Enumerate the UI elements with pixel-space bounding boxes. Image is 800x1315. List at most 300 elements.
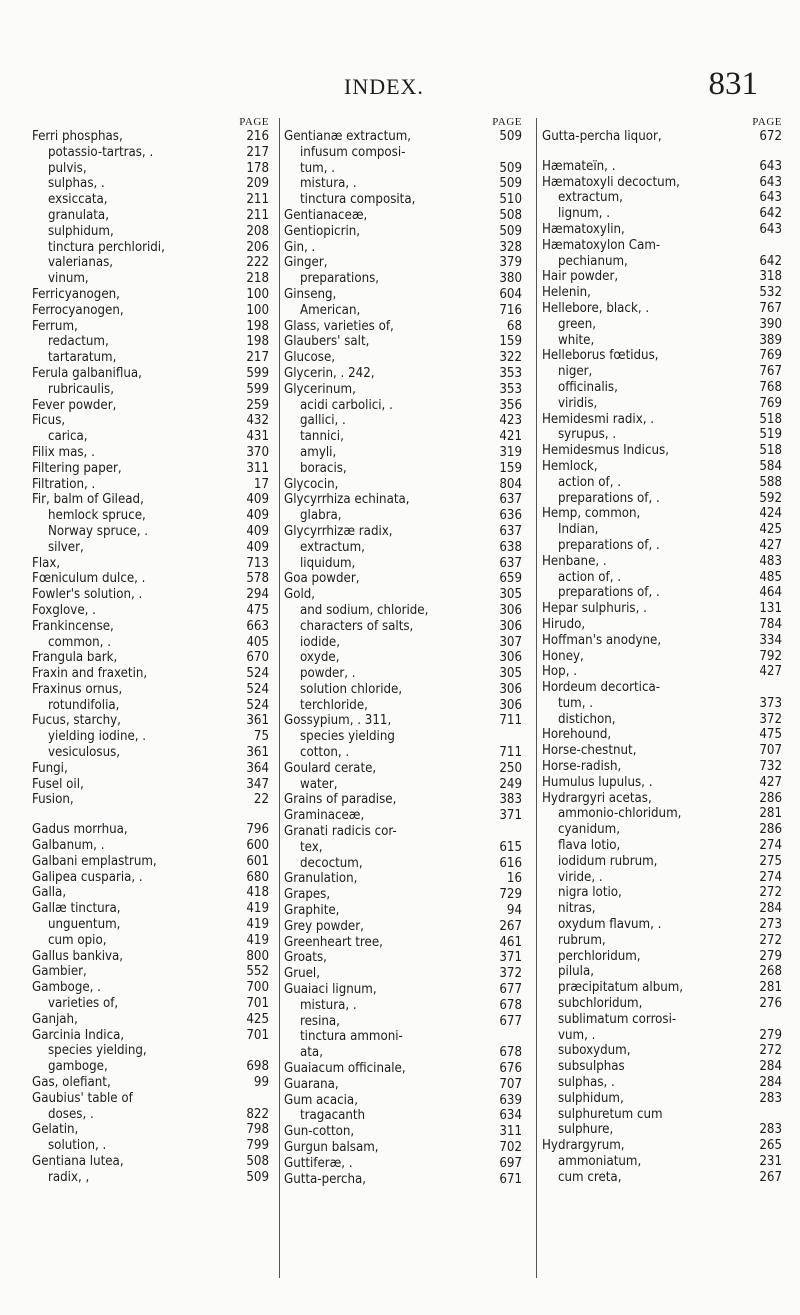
entry-page: 663 [246,618,269,634]
entry-page: 804 [499,476,522,492]
entry-page: 678 [499,1045,522,1061]
index-entry [32,287,269,303]
index-entry [542,854,782,870]
entry-term: Fraxinus ornus, [32,681,123,697]
index-entry [284,587,522,603]
index-entry [284,540,522,556]
entry-term: Fir, balm of Gilead, [32,492,144,508]
entry-page: 409 [246,523,269,539]
entry-term: Hirudo, [542,616,586,632]
entry-page: 272 [759,1043,782,1059]
index-entry [32,524,269,540]
entry-term: Fœniculum dulce, . [32,571,146,587]
entry-page: 592 [759,490,782,506]
entry-page: 379 [499,255,522,271]
page-column-header: PAGE [752,116,782,128]
entry-term: Hæmatoxyli decoctum, [542,174,680,190]
entry-term: green, [558,316,597,332]
entry-term: Galipea cusparia, . [32,869,143,885]
index-entry [284,713,522,729]
entry-term: officinalis, [558,379,618,395]
index-entry [542,206,782,222]
entry-page: 475 [246,602,269,618]
entry-page: 508 [499,207,522,223]
index-entry [284,729,522,745]
entry-page: 822 [246,1106,269,1122]
entry-term: gallici, . [300,413,346,429]
entry-page: 509 [499,129,522,144]
entry-page: 259 [246,397,269,413]
entry-term: subchloridum, [558,996,643,1012]
index-entry [284,334,522,350]
entry-page: 216 [246,129,269,144]
index-entry [542,1028,782,1044]
entry-term: nigra lotio, [558,885,622,901]
entry-term: Gutta-percha liquor, [542,129,662,144]
index-entry [32,745,269,761]
entry-term: Gun-cotton, [284,1124,355,1140]
index-entry [32,477,269,493]
entry-page: 100 [246,286,269,302]
entry-term: vinum, [48,271,89,287]
index-entry [542,348,782,364]
index-entry [542,775,782,791]
entry-page: 707 [759,743,782,759]
entry-term: pechianum, [558,253,628,269]
index-entry [542,333,782,349]
index-entry [284,1093,522,1109]
entry-page: 643 [759,190,782,206]
index-entry [542,1154,782,1170]
index-entry [32,1043,269,1059]
entry-page: 274 [759,838,782,854]
entry-term: flava lotio, [558,838,621,854]
entry-term: common, . [48,634,111,650]
entry-term: Goa powder, [284,571,360,587]
entry-term: white, [558,332,595,348]
entry-page: 383 [499,792,522,808]
index-entry [32,271,269,287]
entry-page: 421 [499,429,522,445]
entry-page: 409 [246,539,269,555]
index-entry [542,664,782,680]
entry-term: Hop, . [542,664,578,680]
entry-term: Hæmateïn, . [542,158,616,174]
entry-page: 100 [246,302,269,318]
index-entry [284,635,522,651]
entry-page: 306 [499,681,522,697]
entry-term: Gadus morrhua, [32,822,128,838]
index-entry [284,856,522,872]
entry-page: 636 [499,508,522,524]
entry-term: viride, . [558,869,603,885]
entry-term: Horehound, [542,727,612,743]
entry-term: yielding iodine, . [48,729,147,745]
entry-page: 286 [759,790,782,806]
entry-term: viridis, [558,395,598,411]
index-entry [32,1107,269,1123]
index-entry [542,317,782,333]
entry-term: suboxydum, [558,1043,631,1059]
entry-term: valerianas, [48,255,114,271]
entry-page: 305 [499,666,522,682]
entry-page: 361 [246,745,269,761]
entry-term: Groats, [284,950,327,966]
page-column-header: PAGE [239,116,269,128]
entry-term: Gentiana lutea, [32,1154,124,1169]
index-entry [32,350,269,366]
index-entry [284,508,522,524]
entry-page: 711 [499,745,522,761]
entry-term: iodidum rubrum, [558,853,658,869]
index-entry [542,129,782,145]
index-entry [32,540,269,556]
entry-term: Hemidesmus Indicus, [542,443,669,459]
entry-page: 283 [759,1122,782,1138]
entry-page: 390 [759,316,782,332]
index-entry [32,619,269,635]
index-entry [284,461,522,477]
entry-term: carica, [48,429,88,445]
entry-term: preparations of, . [558,585,660,601]
entry-page: 211 [246,207,269,223]
entry-term: sulphuretum cum [558,1106,663,1122]
entry-page: 510 [499,192,522,208]
entry-page: 519 [759,427,782,443]
entry-page: 364 [246,760,269,776]
entry-page: 409 [246,508,269,524]
index-entry [32,1075,269,1091]
index-entry [284,382,522,398]
entry-term: resina, [300,1013,340,1029]
entry-term: tex, [300,839,323,855]
index-entry [284,303,522,319]
entry-page: 601 [246,853,269,869]
entry-term: distichon, [558,711,616,727]
index-entry [32,398,269,414]
index-entry [542,1122,782,1138]
index-entry [542,285,782,301]
index-entry [32,366,269,382]
index-entry [284,761,522,777]
entry-term: terchloride, [300,697,368,713]
entry-page: 638 [499,539,522,555]
entry-page: 380 [499,271,522,287]
entry-term: Glycerinum, [284,381,356,397]
index-entry [542,459,782,475]
entry-term: sublimatum corrosi- [558,1011,677,1027]
index-entry [32,901,269,917]
entry-term: Graphite, [284,903,340,919]
entry-term: Guaiacum officinale, [284,1061,406,1077]
entry-page: 356 [499,397,522,413]
entry-page: 427 [759,774,782,790]
entry-term: Hemlock, [542,458,598,474]
index-entry [542,412,782,428]
entry-page: 159 [499,334,522,350]
entry-term: Gallæ tinctura, [32,901,121,917]
entry-term: Hoffman's anodyne, [542,632,662,648]
entry-term: species yielding [300,729,395,745]
entry-term: pulvis, [48,160,87,176]
entry-term: mistura, . [300,176,357,192]
entry-page: 311 [499,1124,522,1140]
index-entry [542,617,782,633]
entry-term: vesiculosus, [48,745,121,761]
index-entry [284,619,522,635]
entry-term: water, [300,776,338,792]
index-entry [542,396,782,412]
index-entry [542,1075,782,1091]
index-entry [284,429,522,445]
entry-term: Guttiferæ, . [284,1155,353,1171]
index-entry [542,522,782,538]
entry-term: Helenin, [542,285,591,301]
index-entry [32,429,269,445]
entry-page: 328 [499,239,522,255]
entry-term: sulphidum, [558,1090,624,1106]
index-entry [542,949,782,965]
index-entry [542,159,782,175]
entry-page: 642 [759,206,782,222]
entry-term: Grains of paradise, [284,792,397,808]
index-entry [284,1156,522,1172]
entry-page: 94 [506,903,522,919]
entry-page: 418 [246,885,269,901]
entry-term: solution chloride, [300,681,403,697]
index-entry [32,885,269,901]
index-entry [284,1045,522,1061]
index-entry [284,240,522,256]
entry-term: Frangula bark, [32,650,118,666]
entry-term: action of, . [558,569,622,585]
entry-term: præcipitatum album, [558,980,684,996]
entry-term: gamboge, [48,1059,108,1075]
index-entry [542,870,782,886]
index-entry [284,571,522,587]
entry-page: 518 [759,411,782,427]
index-entry [284,208,522,224]
entry-page: 524 [246,697,269,713]
entry-term: sulphas, . [48,176,105,192]
entry-page: 319 [499,444,522,460]
index-entry [32,1059,269,1075]
entry-page: 792 [759,648,782,664]
entry-term: preparations of, . [558,490,660,506]
index-entry [32,713,269,729]
entry-term: Gold, [284,587,316,603]
entry-page: 419 [246,917,269,933]
entry-term: Horse-chestnut, [542,743,637,759]
entry-page: 68 [506,318,522,334]
entry-term: and sodium, chloride, [300,602,429,618]
entry-term: Fever powder, [32,397,117,413]
index-entry [284,445,522,461]
entry-page: 767 [759,364,782,380]
entry-page: 283 [759,1090,782,1106]
entry-page: 273 [759,917,782,933]
entry-term: vum, . [558,1027,596,1043]
index-entry [542,269,782,285]
entry-page: 131 [759,601,782,617]
entry-term: redactum, [48,334,109,350]
entry-term: glabra, [300,508,342,524]
index-entry [284,650,522,666]
entry-term: Fusion, [32,792,74,808]
entry-page: 509 [499,223,522,239]
entry-term: Humulus lupulus, . [542,774,653,790]
entry-page: 643 [759,158,782,174]
index-entry [284,398,522,414]
entry-page: 518 [759,443,782,459]
index-entry [32,224,269,240]
entry-page: 697 [499,1155,522,1171]
index-entry [284,129,522,145]
entry-page: 485 [759,569,782,585]
entry-page: 713 [246,555,269,571]
entry-term: Norway spruce, . [48,523,149,539]
index-entry [542,791,782,807]
entry-page: 427 [759,537,782,553]
entry-term: pilula, [558,964,594,980]
entry-page: 334 [759,632,782,648]
entry-page: 353 [499,381,522,397]
entry-term: tannici, [300,429,344,445]
entry-page: 373 [759,695,782,711]
entry-term: preparations of, . [558,537,660,553]
index-entry [542,427,782,443]
index-entry [542,175,782,191]
index-entry [542,570,782,586]
index-entry [284,1077,522,1093]
index-entry [542,1138,782,1154]
entry-term: mistura, . [300,997,357,1013]
entry-page: 311 [246,460,269,476]
entry-term: Horse-radish, [542,759,622,775]
entry-page: 305 [499,587,522,603]
entry-page: 431 [246,429,269,445]
entry-term: oxyde, [300,650,340,666]
entry-page: 272 [759,932,782,948]
entry-page: 677 [499,1013,522,1029]
index-entry [542,901,782,917]
index-entry [284,1061,522,1077]
index-entry [32,854,269,870]
index-entry [542,254,782,270]
index-entry [32,792,269,808]
index-entry [542,712,782,728]
index-entry [284,161,522,177]
entry-term: Goulard cerate, [284,760,377,776]
index-entry [32,949,269,965]
entry-page: 769 [759,348,782,364]
index-entry [32,635,269,651]
entry-term: Ferula galbaniflua, [32,365,142,381]
entry-page: 370 [246,444,269,460]
index-entry [284,319,522,335]
entry-page: 99 [253,1075,269,1091]
entry-page: 372 [499,966,522,982]
entry-page: 637 [499,492,522,508]
entry-term: potassio-tartras, . [48,144,154,160]
entry-term: species yielding, [48,1043,147,1059]
index-entry [32,1012,269,1028]
index-entry [542,996,782,1012]
entry-term: Ginseng, [284,286,337,302]
index-entry [32,161,269,177]
index-entry [32,729,269,745]
index-entry [32,255,269,271]
entry-term: acidi carbolici, . [300,397,393,413]
entry-page: 707 [499,1076,522,1092]
entry-page: 637 [499,555,522,571]
index-entry [32,303,269,319]
entry-term: tinctura ammoni- [300,1029,403,1045]
entry-page: 211 [246,192,269,208]
entry-page: 306 [499,602,522,618]
index-entry [542,538,782,554]
entry-term: infusum composi- [300,144,406,160]
entry-term: powder, . [300,666,356,682]
index-entry [284,524,522,540]
entry-term: radix, , [48,1169,90,1185]
entry-term: decoctum, [300,855,363,871]
index-entry [542,1170,782,1186]
entry-term: subsulphas [558,1059,625,1075]
index-entry [32,996,269,1012]
index-entry [284,145,522,161]
entry-page: 405 [246,634,269,650]
entry-page: 347 [246,776,269,792]
index-entry [542,964,782,980]
index-entry [284,176,522,192]
entry-term: Helleborus fœtidus, [542,348,659,364]
entry-page: 318 [759,269,782,285]
index-entry [542,222,782,238]
index-entry [32,508,269,524]
entry-page: 600 [246,838,269,854]
entry-page: 306 [499,650,522,666]
index-entry [32,1028,269,1044]
index-entry [542,1107,782,1123]
entry-page: 729 [499,887,522,903]
entry-term: Fraxin and fraxetin, [32,666,148,682]
entry-page: 616 [499,855,522,871]
index-entry [32,176,269,192]
entry-page: 509 [246,1169,269,1185]
entry-page: 276 [759,996,782,1012]
page-header [0,66,800,106]
entry-term: Flax, [32,555,61,571]
entry-page: 371 [499,808,522,824]
index-title: INDEX. [344,74,424,99]
entry-page: 281 [759,980,782,996]
index-entry [32,145,269,161]
entry-term: tum, . [300,160,336,176]
entry-page: 218 [246,271,269,287]
entry-page: 419 [246,932,269,948]
entry-page: 509 [499,176,522,192]
entry-page: 670 [246,650,269,666]
index-entry [32,964,269,980]
index-entry [284,1014,522,1030]
entry-term: ata, [300,1045,323,1061]
entry-term: exsiccata, [48,192,108,208]
entry-term: Ficus, [32,413,66,429]
entry-term: hemlock spruce, [48,508,146,524]
entry-page: 231 [759,1154,782,1169]
entry-term: Gruel, [284,966,320,982]
